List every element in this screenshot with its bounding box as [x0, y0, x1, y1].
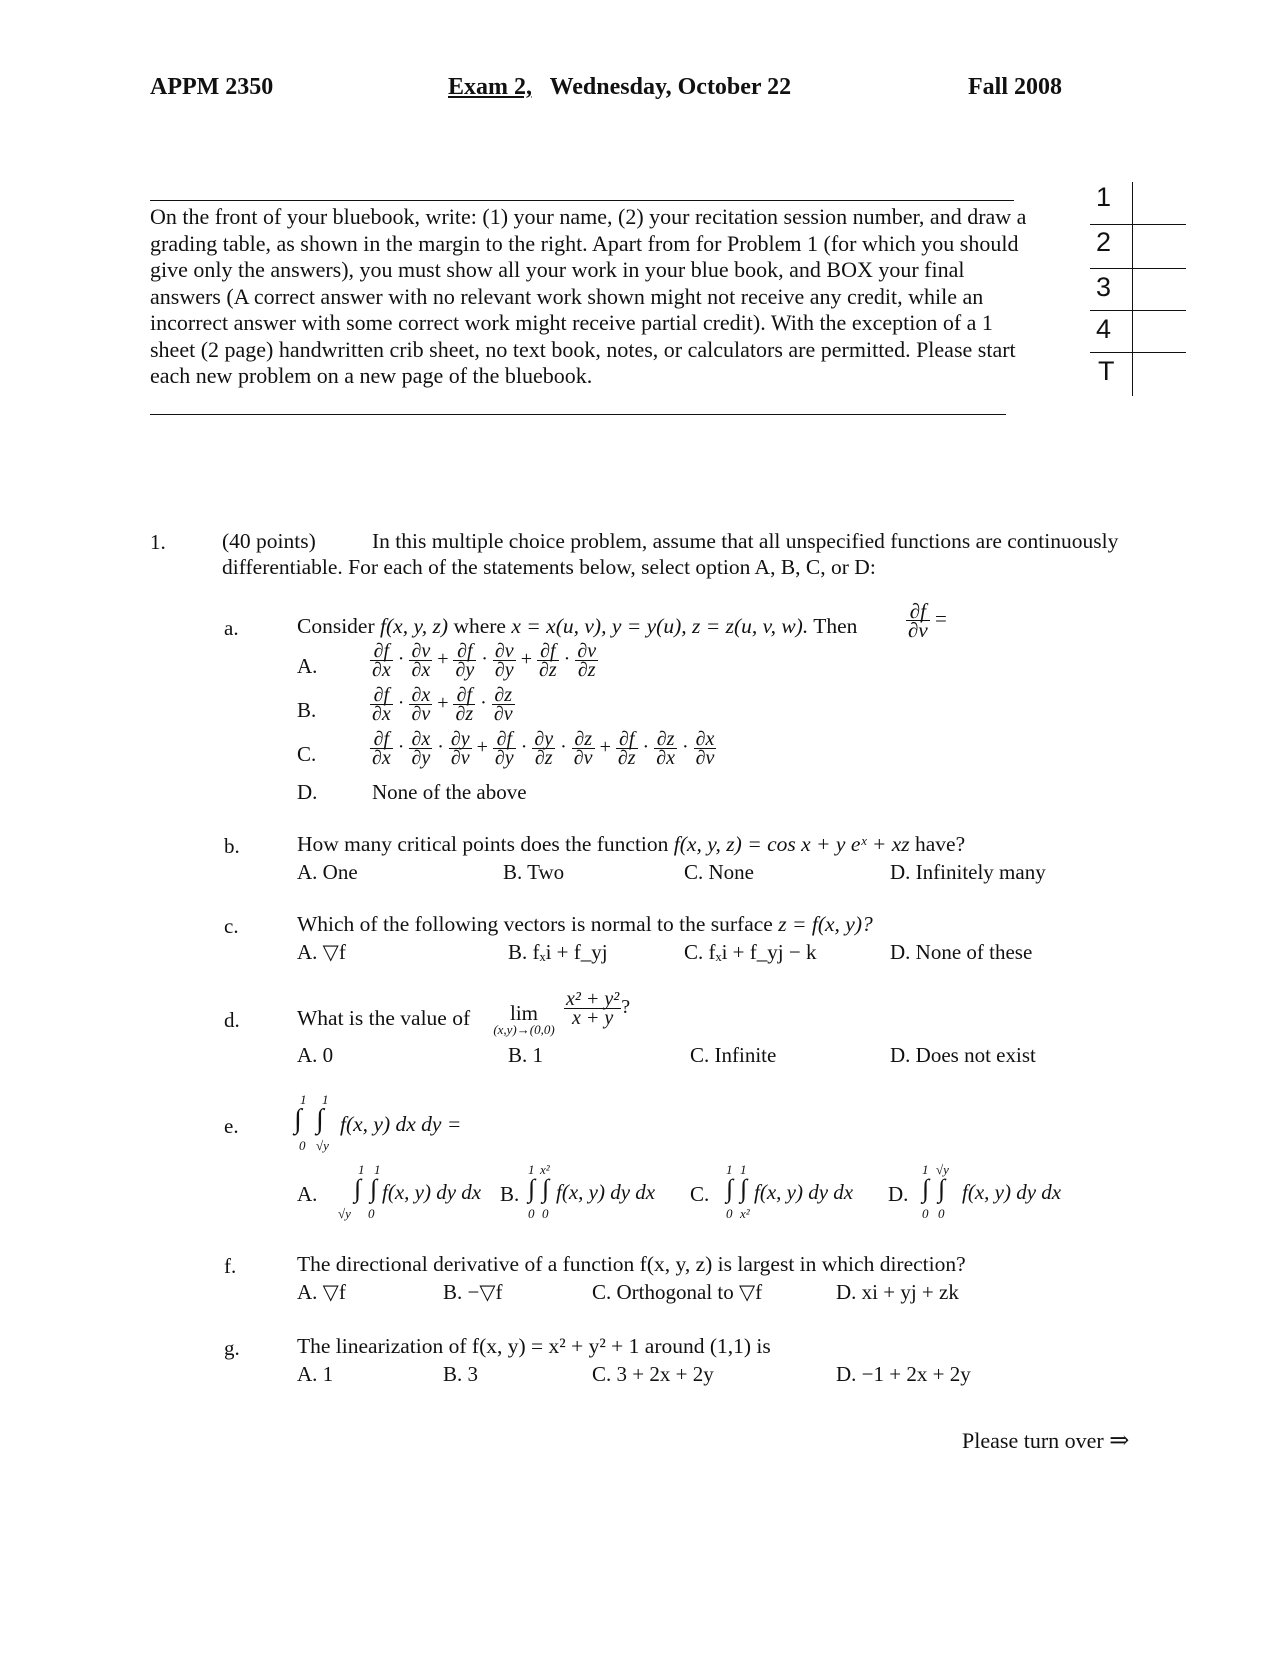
fraction: $\frac{\partial x}{\partial v}$	[695, 728, 715, 769]
part-b-option-a: A. One	[297, 860, 358, 884]
part-d-fraction	[564, 990, 630, 1027]
part-b-question-pre: How many critical points does the function	[297, 832, 669, 856]
grade-row-1: 1	[1096, 182, 1112, 212]
part-a-option-c-expr: $\frac{\partial f}{\partial x}$ · $\frac{\partial x}{\partial y}$ · $\frac{\partial y}{\partial v}$ + $\frac{\partial f}{\partial y}$ · $\frac{\partial y}{\partial z}$ · $\frac{\partial z}{\partial v}$ + $\frac{\partial f}{\partial z}$ · $\frac{\partial z}{\partial x}$ · $\frac{\partial x}{\partial v}$	[372, 728, 715, 769]
part-a-option-a-expr: $\frac{\partial f}{\partial x}$ · $\frac{\partial v}{\partial x}$ + $\frac{\partial f}{\partial y}$ · $\frac{\partial v}{\partial y}$ + $\frac{\partial f}{\partial z}$ · $\frac{\partial v}{\partial z}$	[372, 640, 597, 681]
fraction: $\frac{\partial x}{\partial v}$	[411, 684, 431, 725]
course-code: APPM 2350	[150, 74, 274, 100]
grade-row-4: 4	[1096, 314, 1112, 344]
part-c-option-a: A. ▽f	[297, 940, 346, 964]
grading-table-line	[1090, 224, 1186, 225]
part-b-option-c: C. None	[684, 860, 754, 884]
part-d-option-b: B. 1	[508, 1043, 544, 1067]
grade-row-total: T	[1098, 356, 1115, 386]
part-a-option-b-expr: $\frac{\partial f}{\partial x}$ · $\frac{\partial x}{\partial v}$ + $\frac{\partial f}{\partial z}$ · $\frac{\partial z}{\partial v}$	[372, 684, 513, 725]
problem-intro-line2: differentiable. For each of the statements below, select option A, B, C, or D:	[222, 555, 876, 579]
part-g-option-b: B. 3	[443, 1362, 479, 1386]
part-e-option-a-bounds: 1 1 ∫ ∫ √y 0	[338, 1162, 381, 1221]
part-d-limit	[490, 1003, 558, 1037]
part-e-option-b-integrand-text: f(x, y) dy dx	[556, 1180, 656, 1204]
part-d-denominator: x + y	[572, 1007, 614, 1029]
fraction: $\frac{\partial y}{\partial z}$	[534, 728, 554, 769]
part-a-option-c-label: C.	[297, 742, 317, 766]
part-b-label: b.	[224, 834, 240, 858]
fraction: $\frac{\partial v}{\partial y}$	[494, 640, 514, 681]
part-a-function: f(x, y, z)	[380, 614, 449, 638]
part-g-option-a: A. 1	[297, 1362, 334, 1386]
part-c-surface: z = f(x, y)?	[778, 912, 873, 936]
exam-term: Fall 2008	[968, 74, 1062, 100]
part-d-lim: lim	[509, 1001, 538, 1025]
part-a-definitions: x = x(u, v), y = y(u), z = z(u, v, w).	[511, 614, 809, 638]
fraction: $\frac{\partial f}{\partial x}$	[372, 684, 391, 725]
part-d-numerator: x² + y²	[566, 988, 620, 1010]
part-e-option-a-integrand	[382, 1180, 481, 1205]
part-c-option-b: B. fₓi + f_yj	[508, 940, 608, 964]
part-f-question: The directional derivative of a function f(x, y, z) is largest in which direction?	[297, 1252, 966, 1276]
fraction: $\frac{\partial f}{\partial z}$	[538, 640, 557, 681]
part-g-option-d: D. −1 + 2x + 2y	[836, 1362, 971, 1386]
part-e-integrand	[340, 1112, 461, 1137]
fraction: $\frac{\partial f}{\partial z}$	[617, 728, 636, 769]
part-d-option-a: A. 0	[297, 1043, 334, 1067]
grading-table-line	[1090, 268, 1186, 269]
exam-title	[448, 74, 791, 101]
fraction: $\frac{\partial f}{\partial y}$	[455, 640, 475, 681]
fraction: $\frac{\partial z}{\partial v}$	[573, 728, 593, 769]
top-rule	[150, 200, 1014, 201]
part-e-option-c-bounds: 1 1 ∫ ∫ 0 x²	[726, 1162, 750, 1221]
part-e-option-d-bounds: 1 √y ∫ ∫ 0 0	[922, 1162, 949, 1221]
part-e-option-b-bounds: 1 x² ∫ ∫ 0 0	[528, 1162, 550, 1221]
fraction: $\frac{\partial z}{\partial x}$	[656, 728, 675, 769]
part-e-label: e.	[224, 1114, 239, 1138]
grade-row-3: 3	[1096, 272, 1112, 302]
grading-table-line	[1090, 310, 1186, 311]
grading-table-line	[1090, 352, 1186, 353]
part-e-integral-signs: 1 1 ∫ ∫ 0 √y	[294, 1092, 329, 1153]
part-e-option-d-label: D.	[888, 1182, 909, 1206]
part-f-label: f.	[224, 1254, 237, 1278]
part-a-option-b-label: B.	[297, 698, 317, 722]
part-d-qmark: ?	[621, 996, 631, 1019]
part-c-question	[297, 912, 873, 937]
fraction: $\frac{\partial f}{\partial x}$	[372, 728, 391, 769]
part-e-option-b-integrand	[556, 1180, 655, 1205]
part-e-option-d-integrand	[962, 1180, 1061, 1205]
grading-table	[1090, 180, 1186, 398]
part-f-option-a: A. ▽f	[297, 1280, 346, 1304]
part-e-option-c-integrand-text: f(x, y) dy dx	[754, 1180, 854, 1204]
fraction: $\frac{\partial f}{\partial y}$	[494, 728, 514, 769]
fraction: $\frac{\partial v}{\partial z}$	[577, 640, 597, 681]
fraction: $\frac{\partial f}{\partial x}$	[372, 640, 391, 681]
fraction	[564, 990, 621, 1027]
exam-number: Exam 2,	[448, 74, 532, 100]
part-c-option-d: D. None of these	[890, 940, 1033, 964]
instructions: On the front of your bluebook, write: (1) your name, (2) your recitation session number, and draw a grading table, as shown in the margin to the right. Apart from for Problem 1 (for which you should give only the answers), you must show all your work in your blue book, and BOX your final answers (A correct answer with no relevant work shown might not receive any credit, while an incorrect answer with some correct work might receive partial credit). With the exception of a 1 sheet (2 page) handwritten crib sheet, no text book, notes, or calculators are permitted. Please start each new problem on a new page of the bluebook.	[150, 204, 1027, 388]
part-a-question	[297, 614, 857, 639]
part-e-integrand-text: f(x, y) dx dy =	[340, 1112, 462, 1136]
fraction: $\frac{\partial y}{\partial v}$	[450, 728, 470, 769]
part-b-option-d: D. Infinitely many	[890, 860, 1046, 884]
part-g-label: g.	[224, 1336, 240, 1360]
part-d-lim-sub: (x,y)→(0,0)	[493, 1022, 555, 1037]
part-a-option-d-label: D.	[297, 780, 318, 804]
part-g-option-c: C. 3 + 2x + 2y	[592, 1362, 714, 1386]
part-f-option-b: B. −▽f	[443, 1280, 503, 1304]
part-f-option-c: C. Orthogonal to ▽f	[592, 1280, 763, 1304]
part-e-option-a-label: A.	[297, 1182, 318, 1206]
turn-over-text: Please turn over	[962, 1428, 1104, 1453]
part-d-question: What is the value of	[297, 1006, 471, 1030]
part-a-then: Then	[813, 614, 858, 638]
problem-intro-line1: In this multiple choice problem, assume that all unspecified functions are continuously	[372, 529, 1119, 553]
part-a-option-a-label: A.	[297, 654, 318, 678]
part-e-option-c-integrand	[754, 1180, 853, 1205]
part-e-option-a-integrand-text: f(x, y) dy dx	[382, 1180, 482, 1204]
part-b-question	[297, 832, 965, 857]
part-e-option-c-label: C.	[690, 1182, 710, 1206]
exam-date: Wednesday, October 22	[549, 74, 792, 100]
grading-table-divider	[1132, 182, 1133, 396]
part-b-option-b: B. Two	[503, 860, 565, 884]
problem-points: (40 points)	[222, 529, 316, 553]
part-a-label: a.	[224, 616, 239, 640]
part-e-option-d-integrand-text: f(x, y) dy dx	[962, 1180, 1062, 1204]
part-a-consider: Consider	[297, 614, 375, 638]
part-c-option-c: C. fₓi + f_yj − k	[684, 940, 817, 964]
part-f-option-d: D. xi + yj + zk	[836, 1280, 959, 1304]
fraction: $\frac{\partial f}{\partial z}$	[455, 684, 474, 725]
right-arrow-icon: ⇒	[1109, 1428, 1130, 1454]
part-d-option-d: D. Does not exist	[890, 1043, 1036, 1067]
turn-over-note	[962, 1426, 1129, 1455]
part-a-option-d-text: None of the above	[372, 780, 527, 804]
part-d-option-c: C. Infinite	[690, 1043, 777, 1067]
part-g-question: The linearization of f(x, y) = x² + y² + 1 around (1,1) is	[297, 1334, 771, 1358]
part-c-label: c.	[224, 914, 239, 938]
part-c-question-text: Which of the following vectors is normal to the surface	[297, 912, 773, 936]
bottom-rule	[150, 414, 1006, 415]
grade-row-2: 2	[1096, 227, 1112, 257]
part-a-target-derivative: $\frac{\partial f}{\partial v}$ =	[908, 599, 947, 642]
part-a-where: where	[453, 614, 506, 638]
fraction: $\frac{\partial x}{\partial y}$	[411, 728, 431, 769]
part-b-function: f(x, y, z) = cos x + y eˣ + xz	[673, 832, 910, 856]
fraction: $\frac{\partial v}{\partial x}$	[411, 640, 431, 681]
fraction: $\frac{\partial z}{\partial v}$	[493, 684, 513, 725]
fraction: $\frac{\partial f}{\partial v}$	[908, 599, 928, 642]
part-d-label: d.	[224, 1008, 240, 1032]
part-e-option-b-label: B.	[500, 1182, 520, 1206]
part-b-question-post: have?	[915, 832, 966, 856]
problem-number: 1.	[150, 530, 166, 554]
